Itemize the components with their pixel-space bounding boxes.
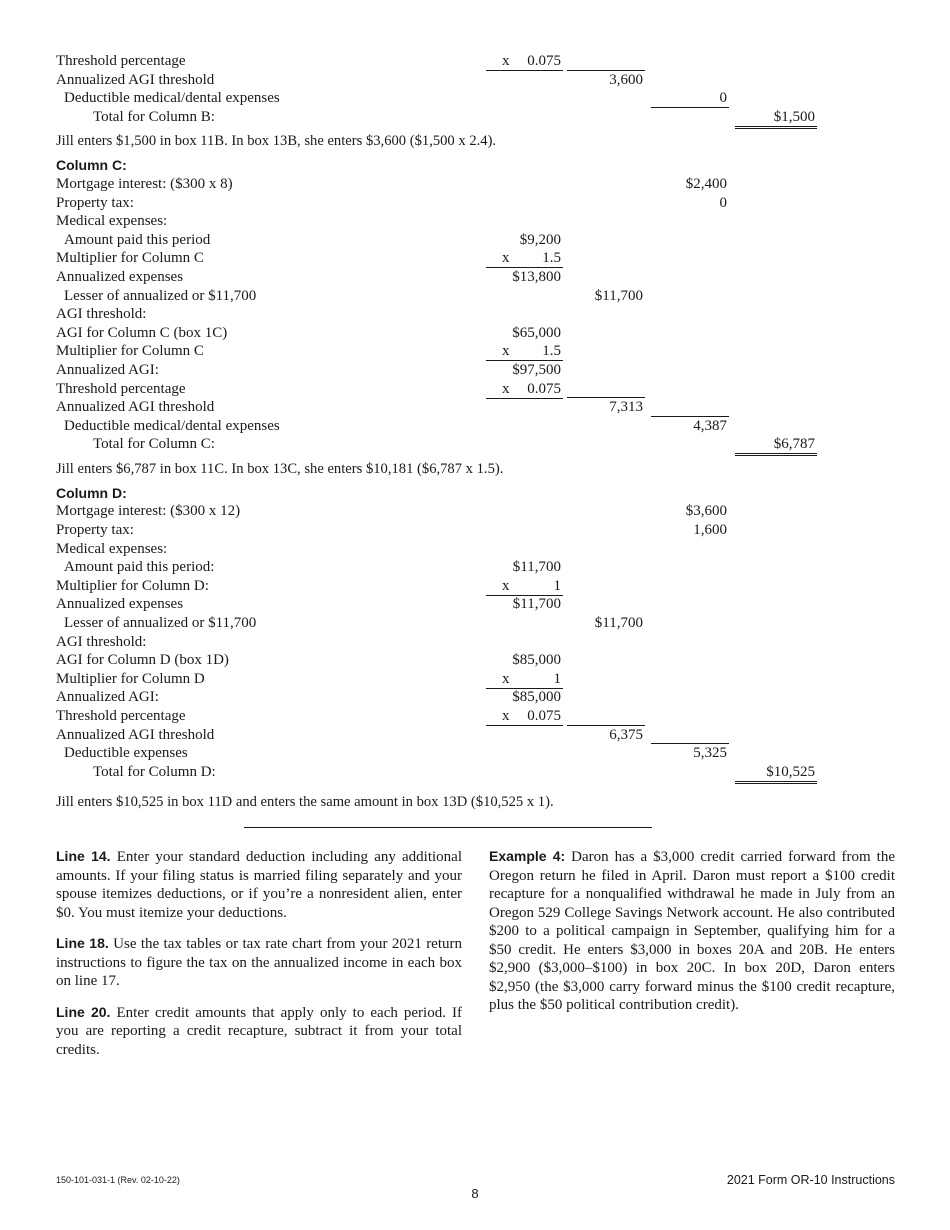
- multiplier-value: 1: [553, 577, 561, 594]
- amount-c4: $1,500: [735, 108, 817, 129]
- row-label: Deductible medical/dental expenses: [64, 90, 280, 107]
- row-label: Annualized AGI:: [56, 361, 159, 378]
- row-label: Annualized AGI threshold: [56, 399, 215, 416]
- worksheet-row: [56, 614, 896, 633]
- amount-c1: [486, 670, 563, 689]
- amount-c1: $97,500: [512, 361, 561, 378]
- multiplier-value: 1: [553, 670, 561, 687]
- column-b-note: Jill enters $1,500 in box 11B. In box 13B, she enters $3,600 ($1,500 x 2.4).: [56, 133, 497, 150]
- row-label: Amount paid this period: [64, 231, 211, 248]
- row-label: Deductible medical/dental expenses: [64, 417, 280, 434]
- worksheet-row: [56, 521, 896, 540]
- instructions-left-column: [56, 847, 462, 1071]
- worksheet-row: [56, 324, 896, 343]
- form-title: 2021 Form OR-10 Instructions: [726, 1173, 895, 1187]
- worksheet-row: [56, 361, 896, 380]
- worksheet-row: [56, 52, 896, 71]
- row-label: Threshold percentage: [56, 380, 186, 397]
- section-divider: [244, 827, 652, 828]
- amount-c1: [486, 707, 563, 726]
- worksheet-row: [56, 380, 896, 399]
- row-label: Annualized AGI:: [56, 689, 159, 706]
- worksheet-row: [56, 268, 896, 287]
- worksheet-row: [56, 194, 896, 213]
- row-label: Total for Column C:: [93, 436, 215, 453]
- row-label: Mortgage interest: ($300 x 8): [56, 175, 233, 192]
- worksheet-row: [56, 763, 896, 782]
- row-label: Multiplier for Column C: [56, 343, 204, 360]
- amount-c1: [486, 577, 563, 596]
- row-label: Deductible expenses: [64, 745, 188, 762]
- column-d-heading: Column D:: [56, 484, 127, 501]
- row-label: Medical expenses:: [56, 540, 168, 557]
- multiplier-value: 0.075: [527, 708, 561, 724]
- amount-c3: 5,325: [651, 743, 729, 762]
- worksheet-row: [56, 670, 896, 689]
- amount-c4: $10,525: [735, 763, 817, 784]
- line-18-paragraph: Line 18. Use the tax tables or tax rate chart from your 2021 return instructions to figure the tax on the annualized income in each box on line 17.: [56, 935, 463, 989]
- worksheet-row: [56, 287, 896, 306]
- multiply-sign: x: [502, 670, 510, 687]
- row-label: AGI for Column D (box 1D): [56, 652, 229, 669]
- worksheet-row: [56, 502, 896, 521]
- column-c-rows: [56, 175, 896, 454]
- row-label: Threshold percentage: [56, 53, 186, 69]
- worksheet-row: [56, 540, 896, 559]
- worksheet: [56, 52, 896, 817]
- worksheet-row: [56, 595, 896, 614]
- example-4-paragraph: Example 4: Daron has a $3,000 credit carried forward from the Oregon return he filed in April. Daron must report a $100 credit recapture for a nonqualified withdrawal he made in July from an Oregon 529 College Savings Network account. He also contributed $200 to a political campaign in September, qualifying him for a $50 credit. He enters $3,000 in boxes 20A and 20B. He enters $2,900 ($3,000–$100) in box 20C. In box 20D, Daron enters $2,950 (the $3,000 carry forward minus the $100 credit recapture, plus the $50 political contribution credit).: [489, 848, 895, 1013]
- row-label: Annualized expenses: [56, 268, 184, 285]
- multiply-sign: x: [502, 250, 510, 267]
- worksheet-row: [56, 726, 896, 745]
- column-c-heading: Column C:: [56, 157, 127, 174]
- multiply-sign: x: [502, 708, 510, 724]
- worksheet-row: [56, 417, 896, 436]
- amount-c2: 7,313: [567, 397, 645, 416]
- row-label: Total for Column D:: [93, 763, 216, 780]
- amount-c1: $13,800: [512, 268, 561, 285]
- worksheet-row: [56, 71, 896, 90]
- line-20-paragraph: Line 20. Enter credit amounts that apply only to each period. If you are reporting a credit recapture, subtract it from your total credits.: [56, 1003, 463, 1058]
- multiply-sign: x: [502, 53, 510, 69]
- line-14-paragraph: Line 14. Enter your standard deduction including any additional amounts. If your filing status is married filing separately and your spouse itemizes deductions, or if you’re a nonresident alien, enter $0. You must itemize your deductions.: [56, 848, 463, 921]
- amount-c3: $3,600: [685, 503, 727, 520]
- multiplier-value: 0.075: [527, 380, 561, 397]
- amount-c1: $11,700: [512, 596, 561, 613]
- form-number: 150-101-031-1 (Rev. 02-10-22): [56, 1175, 180, 1185]
- amount-c2: 6,375: [567, 725, 645, 744]
- row-label: AGI for Column C (box 1C): [56, 324, 228, 341]
- row-label: Annualized expenses: [56, 596, 184, 613]
- amount-c4: $6,787: [735, 435, 817, 456]
- row-label: Medical expenses:: [56, 213, 168, 230]
- amount-c2: $11,700: [594, 287, 643, 304]
- worksheet-row: [56, 577, 896, 596]
- worksheet-row: [56, 89, 896, 108]
- worksheet-row: [56, 108, 896, 127]
- column-d-rows: [56, 502, 896, 781]
- worksheet-row: [56, 342, 896, 361]
- amount-c2: 3,600: [567, 70, 645, 89]
- row-label: Property tax:: [56, 194, 134, 211]
- row-label: Amount paid this period:: [64, 559, 215, 576]
- worksheet-row: [56, 688, 896, 707]
- row-label: Multiplier for Column D:: [56, 577, 209, 594]
- amount-c3: 0: [719, 194, 727, 211]
- multiplier-value: 0.075: [527, 53, 561, 69]
- amount-c1: $85,000: [512, 689, 561, 706]
- amount-c2: $11,700: [594, 615, 643, 632]
- amount-c3: $2,400: [685, 175, 727, 192]
- worksheet-row: [56, 249, 896, 268]
- amount-c1: [486, 52, 563, 71]
- row-label: Multiplier for Column C: [56, 250, 204, 267]
- worksheet-row: [56, 398, 896, 417]
- column-d-note: Jill enters $10,525 in box 11D and enters the same amount in box 13D ($10,525 x 1).: [56, 794, 554, 811]
- page-number: 8: [471, 1186, 479, 1201]
- row-label: Multiplier for Column D: [56, 670, 205, 687]
- amount-c3: 0: [651, 89, 729, 108]
- row-label: Annualized AGI threshold: [56, 71, 215, 88]
- worksheet-row: [56, 435, 896, 454]
- amount-c1: [486, 249, 563, 268]
- worksheet-row: [56, 651, 896, 670]
- worksheet-row: [56, 212, 896, 231]
- amount-c1: $9,200: [519, 231, 561, 248]
- row-label: Mortgage interest: ($300 x 12): [56, 503, 241, 520]
- worksheet-row: [56, 633, 896, 652]
- worksheet-row: [56, 305, 896, 324]
- worksheet-row: [56, 558, 896, 577]
- amount-c1: [486, 380, 563, 399]
- worksheet-row: [56, 175, 896, 194]
- multiplier-value: 1.5: [542, 343, 561, 360]
- amount-c3: 4,387: [651, 416, 729, 435]
- row-label: AGI threshold:: [56, 633, 147, 650]
- amount-c1: $65,000: [512, 324, 561, 341]
- multiply-sign: x: [502, 380, 510, 397]
- column-c-note: Jill enters $6,787 in box 11C. In box 13C, she enters $10,181 ($6,787 x 1.5).: [56, 460, 504, 477]
- row-label: AGI threshold:: [56, 306, 147, 323]
- worksheet-row: [56, 231, 896, 250]
- instructions-right-column: [489, 847, 895, 1027]
- multiplier-value: 1.5: [542, 250, 561, 267]
- column-b-rows: [56, 52, 896, 126]
- amount-c1: $85,000: [512, 652, 561, 669]
- row-label: Property tax:: [56, 522, 134, 539]
- worksheet-row: [56, 707, 896, 726]
- multiply-sign: x: [502, 343, 510, 360]
- row-label: Total for Column B:: [93, 108, 215, 125]
- amount-c1: [486, 342, 563, 361]
- multiply-sign: x: [502, 577, 510, 594]
- row-label: Threshold percentage: [56, 708, 186, 724]
- amount-c3: 1,600: [693, 522, 727, 539]
- worksheet-row: [56, 744, 896, 763]
- row-label: Lesser of annualized or $11,700: [64, 287, 257, 304]
- row-label: Lesser of annualized or $11,700: [64, 615, 257, 632]
- row-label: Annualized AGI threshold: [56, 726, 215, 743]
- amount-c1: $11,700: [512, 559, 561, 576]
